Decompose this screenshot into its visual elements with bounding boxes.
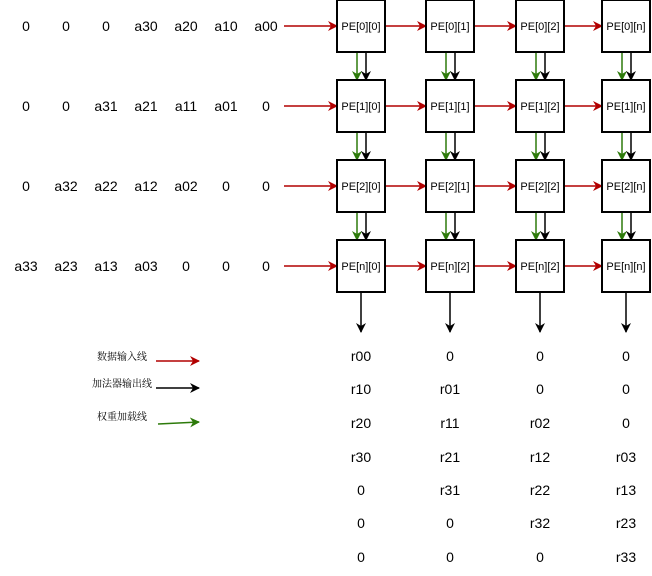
legend-entry bbox=[97, 350, 199, 363]
pe-label: PE[n][2] bbox=[520, 261, 560, 273]
pe-label: PE[1][1] bbox=[430, 101, 470, 113]
input-value: a13 bbox=[94, 258, 118, 274]
input-value: 0 bbox=[262, 258, 270, 274]
input-value: a03 bbox=[134, 258, 158, 274]
output-value: r22 bbox=[529, 482, 551, 498]
output-value: r12 bbox=[529, 449, 551, 465]
output-value: r21 bbox=[439, 449, 461, 465]
pe-cell bbox=[516, 160, 564, 212]
pe-label: PE[2][n] bbox=[606, 181, 646, 193]
pe-cell bbox=[516, 240, 564, 292]
pe-label: PE[0][0] bbox=[341, 21, 381, 33]
pe-label: PE[n][2] bbox=[430, 261, 470, 273]
legend-label: 数据输入线 bbox=[97, 352, 147, 363]
legend-swatch-arrow bbox=[158, 422, 199, 424]
output-value: 0 bbox=[622, 348, 630, 364]
pe-label: PE[0][n] bbox=[606, 21, 646, 33]
input-value: a10 bbox=[214, 18, 238, 34]
output-value: r31 bbox=[439, 482, 461, 498]
input-value: a31 bbox=[94, 98, 118, 114]
output-value: 0 bbox=[622, 415, 630, 431]
pe-label: PE[0][2] bbox=[520, 21, 560, 33]
legend bbox=[92, 350, 199, 424]
pe-cell bbox=[337, 0, 385, 52]
output-value: r13 bbox=[615, 482, 637, 498]
output-value: r03 bbox=[615, 449, 637, 465]
pe-grid bbox=[337, 0, 650, 292]
input-value: 0 bbox=[62, 18, 70, 34]
output-value: r02 bbox=[529, 415, 551, 431]
input-value: 0 bbox=[182, 258, 190, 274]
output-value: 0 bbox=[622, 381, 630, 397]
output-value: r00 bbox=[350, 348, 372, 364]
input-value: a30 bbox=[134, 18, 158, 34]
pe-label: PE[n][0] bbox=[341, 261, 381, 273]
pe-cell bbox=[426, 160, 474, 212]
output-value: 0 bbox=[357, 482, 365, 498]
legend-label: 加法器输出线 bbox=[92, 379, 152, 390]
pe-label: PE[2][0] bbox=[341, 181, 381, 193]
pe-cell bbox=[516, 0, 564, 52]
output-value: r23 bbox=[615, 515, 637, 531]
input-value: a21 bbox=[134, 98, 158, 114]
pe-label: PE[1][2] bbox=[520, 101, 560, 113]
input-value: a20 bbox=[174, 18, 198, 34]
pe-cell bbox=[602, 0, 650, 52]
output-value: r32 bbox=[529, 515, 551, 531]
output-value: 0 bbox=[446, 348, 454, 364]
legend-label: 权重加载线 bbox=[97, 412, 147, 423]
input-value: 0 bbox=[222, 178, 230, 194]
input-value: a01 bbox=[214, 98, 238, 114]
output-value: r30 bbox=[350, 449, 372, 465]
pe-cell bbox=[337, 160, 385, 212]
output-value: r33 bbox=[615, 549, 637, 565]
output-value: 0 bbox=[536, 348, 544, 364]
pe-label: PE[1][0] bbox=[341, 101, 381, 113]
input-matrix bbox=[14, 18, 278, 274]
pe-cell bbox=[426, 80, 474, 132]
input-value: 0 bbox=[102, 18, 110, 34]
input-value: a11 bbox=[174, 98, 198, 114]
pe-cell bbox=[426, 240, 474, 292]
legend-entry bbox=[97, 410, 199, 424]
pe-cell bbox=[426, 0, 474, 52]
output-value: 0 bbox=[446, 515, 454, 531]
input-value: 0 bbox=[62, 98, 70, 114]
input-value: a22 bbox=[94, 178, 118, 194]
input-value: a02 bbox=[174, 178, 198, 194]
pe-label: PE[2][1] bbox=[430, 181, 470, 193]
output-value: 0 bbox=[357, 549, 365, 565]
input-value: a12 bbox=[134, 178, 158, 194]
output-value: r20 bbox=[350, 415, 372, 431]
output-value: 0 bbox=[536, 549, 544, 565]
pe-cell bbox=[602, 160, 650, 212]
output-value: 0 bbox=[446, 549, 454, 565]
pe-cell bbox=[602, 80, 650, 132]
input-value: 0 bbox=[262, 98, 270, 114]
input-value: 0 bbox=[22, 178, 30, 194]
output-value: r10 bbox=[350, 381, 372, 397]
pe-label: PE[0][1] bbox=[430, 21, 470, 33]
input-value: 0 bbox=[222, 258, 230, 274]
pe-label: PE[2][2] bbox=[520, 181, 560, 193]
output-value: 0 bbox=[357, 515, 365, 531]
input-value: 0 bbox=[262, 178, 270, 194]
output-value: r11 bbox=[440, 415, 460, 431]
input-value: 0 bbox=[22, 18, 30, 34]
legend-entry bbox=[92, 377, 199, 390]
pe-cell bbox=[516, 80, 564, 132]
input-value: a33 bbox=[14, 258, 38, 274]
pe-label: PE[n][n] bbox=[606, 261, 646, 273]
input-value: a00 bbox=[254, 18, 278, 34]
output-value: 0 bbox=[536, 381, 544, 397]
input-value: 0 bbox=[22, 98, 30, 114]
pe-cell bbox=[602, 240, 650, 292]
pe-cell bbox=[337, 240, 385, 292]
input-value: a23 bbox=[54, 258, 78, 274]
output-matrix bbox=[351, 348, 636, 565]
input-value: a32 bbox=[54, 178, 78, 194]
output-value: r01 bbox=[439, 381, 461, 397]
pe-cell bbox=[337, 80, 385, 132]
pe-label: PE[1][n] bbox=[606, 101, 646, 113]
